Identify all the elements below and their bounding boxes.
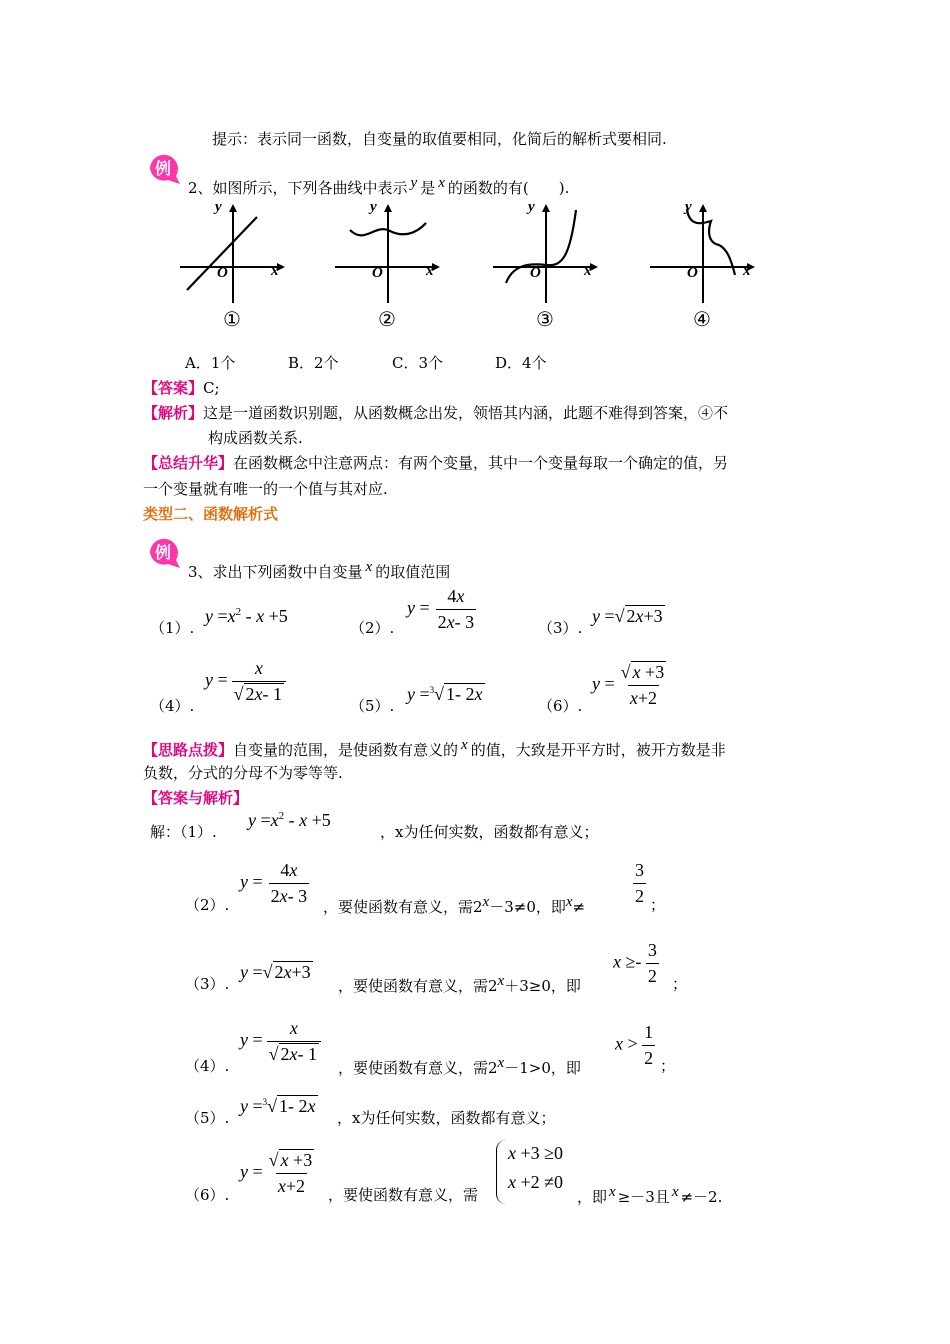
sol-text-3: ，要使函数有意义，需2x＋3≥0，即 — [338, 973, 581, 995]
example-badge-icon — [146, 150, 182, 186]
q3-answer-tag: 【答案与解析】 — [143, 789, 249, 807]
sol-text-2: ，要使函数有意义，需2x－3≠0，即x≠ — [323, 894, 586, 916]
sol-ineq-3: x ≥- $\frac{3}{2}$ — [613, 940, 657, 986]
q3-formula-1: $y =x^2 - x +5$ — [205, 606, 288, 626]
q3-item-2-label: （2）. — [350, 619, 395, 637]
sol-text-5: ，x为任何实数，函数都有意义； — [337, 1109, 556, 1127]
sol-label-2: （2）. — [185, 896, 230, 914]
svg-text:②: ② — [378, 307, 396, 331]
q2-summary-line1: 【总结升华】在函数概念中注意两点：有两个变量，其中一个变量每取一个确定的值，另 — [143, 454, 729, 472]
sol-formula-4: y = $\frac{x}{√ 2x- 1}$ — [240, 1018, 321, 1065]
q3-item-3-label: （3）. — [538, 619, 583, 637]
sol-formula-5: y =$^3$√ 1- 2x — [240, 1096, 316, 1116]
sol-semicolon-4: ； — [660, 1057, 676, 1075]
svg-text:x: x — [426, 263, 434, 279]
q3-item-6-label: （6）. — [538, 697, 583, 715]
sol-text-6b: ，即 x ≥－3且 x ≠－2. — [577, 1184, 723, 1206]
sol-formula-6: y = $\frac{√ x +3}{x+2}$ — [240, 1150, 313, 1196]
sol-intro: 解：（1）. — [150, 823, 217, 841]
sol-formula-1: $y =x^2 - x +5$ — [248, 810, 331, 830]
svg-text:O: O — [530, 265, 541, 281]
sol-frac-2: $\frac{3}{2}$ — [635, 860, 644, 906]
q3-item-4-label: （4）. — [150, 697, 195, 715]
q3-formula-3: y =√ 2x+3 — [592, 606, 663, 626]
sol-label-3: （3）. — [185, 975, 230, 993]
example-badge-icon — [146, 534, 182, 570]
sol-text-6a: ，要使函数有意义，需 — [328, 1186, 479, 1204]
graph-3 — [488, 195, 608, 335]
graph-4 — [645, 195, 765, 335]
sol-label-6: （6）. — [185, 1186, 230, 1204]
graph-2 — [330, 195, 450, 335]
svg-text:③: ③ — [536, 307, 554, 331]
q2-answer: 【答案】C; — [143, 379, 220, 397]
svg-text:x: x — [271, 263, 279, 279]
svg-text:y: y — [685, 199, 692, 215]
q3-formula-6: y = $\frac{√ x +3}{x+2}$ — [592, 662, 665, 708]
q2-analysis-line2: 构成函数关系. — [208, 429, 303, 447]
sol-text-1: ，x为任何实数，函数都有意义； — [380, 823, 599, 841]
hint-text: 提示：表示同一函数，自变量的取值要相同，化简后的解析式要相同. — [212, 130, 667, 148]
q3-formula-5: y =$^3$√ 1- 2x — [407, 684, 483, 704]
svg-text:O: O — [687, 265, 698, 281]
svg-text:①: ① — [223, 307, 241, 331]
svg-text:④: ④ — [693, 307, 711, 331]
sol-label-5: （5）. — [185, 1109, 230, 1127]
option-b: B．2个 — [288, 354, 339, 372]
sol-semicolon-2: ； — [650, 896, 666, 914]
svg-text:x: x — [584, 263, 592, 279]
q3-hint-line2: 负数，分式的分母不为零等等. — [143, 764, 343, 782]
option-a: A．1个 — [185, 354, 236, 372]
svg-text:y: y — [370, 199, 377, 215]
sol-semicolon-3: ； — [672, 975, 688, 993]
svg-text:x: x — [743, 263, 751, 279]
option-c: C．3个 — [392, 354, 444, 372]
section-title: 类型二、函数解析式 — [143, 505, 279, 523]
q3-item-5-label: （5）. — [350, 697, 395, 715]
q3-hint-line1: 【思路点拨】自变量的范围，是使函数有意义的 x 的值，大致是开平方时，被开方数是非 — [143, 737, 726, 759]
sol-formula-3: y =√ 2x+3 — [240, 962, 311, 982]
q3-stem: 3、求出下列函数中自变量 x 的取值范围 — [188, 559, 451, 581]
svg-text:y: y — [215, 199, 222, 215]
svg-text:O: O — [217, 265, 228, 281]
option-d: D．4个 — [495, 354, 547, 372]
svg-text:y: y — [528, 199, 535, 215]
q3-formula-4: y = $\frac{x}{√ 2x- 1}$ — [205, 658, 286, 705]
sol-ineq-4: x > $\frac{1}{2}$ — [615, 1022, 654, 1068]
q2-stem: 2、如图所示，下列各曲线中表示 y 是 x 的函数的有( ). — [188, 175, 570, 197]
svg-text:O: O — [372, 265, 383, 281]
svg-text:例: 例 — [154, 543, 172, 562]
sol-formula-2: y = $\frac{4x}{2x- 3}$ — [240, 860, 308, 906]
q3-item-1-label: （1）. — [150, 619, 195, 637]
sol-label-4: （4）. — [185, 1057, 230, 1075]
q2-analysis-line1: 【解析】这是一道函数识别题，从函数概念出发，领悟其内涵，此题不难得到答案，④不 — [143, 404, 729, 422]
graph-1 — [175, 195, 295, 335]
q2-summary-line2: 一个变量就有唯一的一个值与其对应. — [143, 480, 388, 498]
sol-text-4: ，要使函数有意义，需2x－1>0，即 — [338, 1055, 581, 1077]
q3-formula-2: y = $\frac{4x}{2x- 3}$ — [407, 586, 475, 632]
sol-system-line2: x +2 ≠0 — [508, 1172, 564, 1192]
sol-system-line1: x +3 ≥0 — [508, 1143, 564, 1163]
svg-text:例: 例 — [154, 159, 172, 178]
